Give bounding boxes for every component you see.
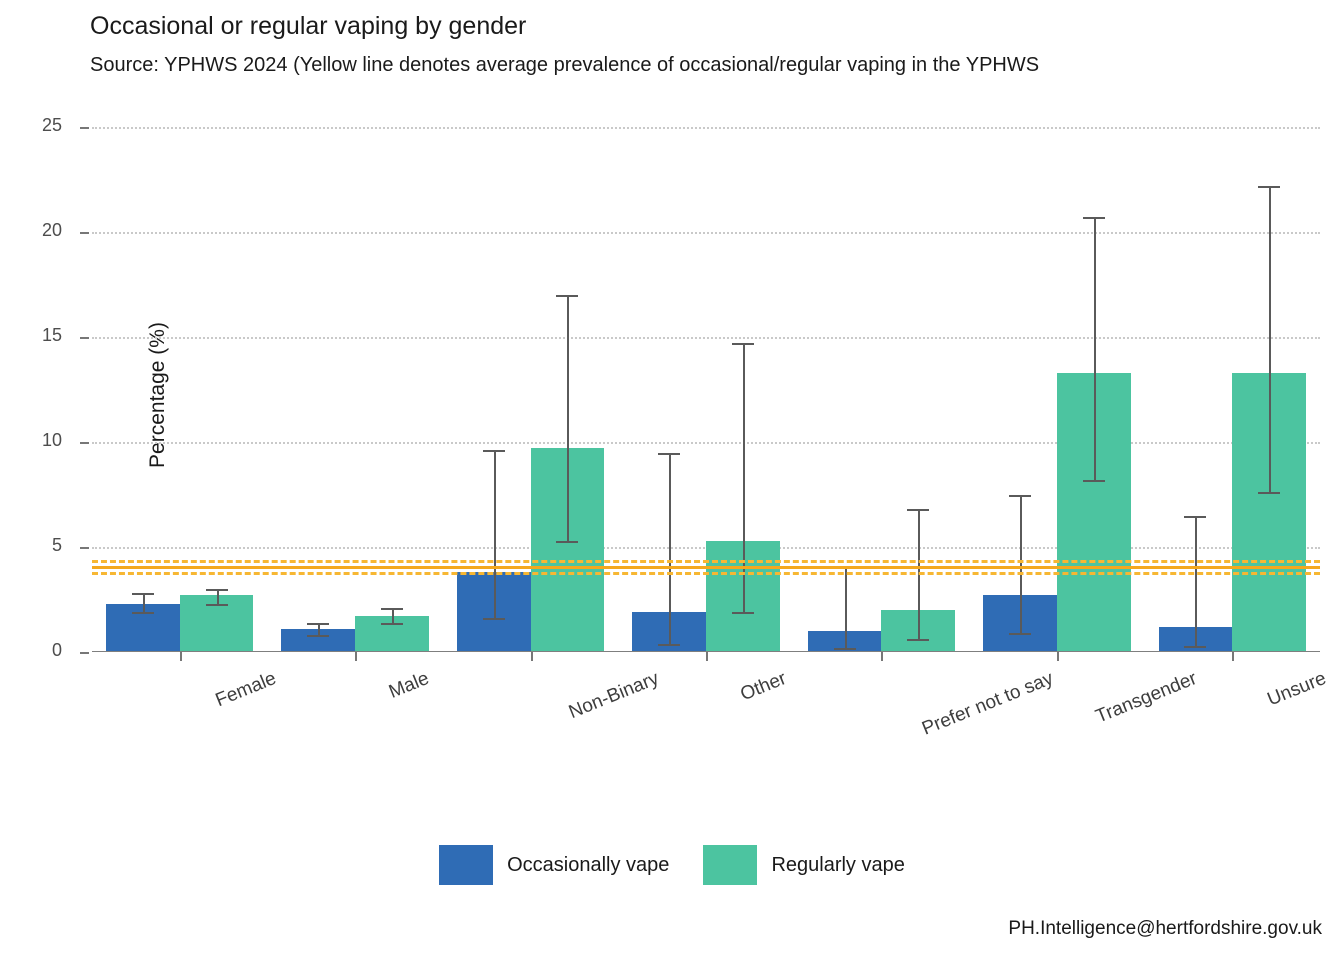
y-tick-mark [80,127,89,129]
error-bar-cap [732,612,754,614]
error-bar-cap [732,343,754,345]
y-tick-label: 20 [41,220,62,240]
error-bar-cap [658,644,680,646]
x-tick-label: Transgender [1092,668,1200,728]
error-bar-cap [1184,646,1206,648]
error-bar-cap [307,635,329,637]
error-bar [1094,217,1096,480]
error-bar-cap [483,450,505,452]
error-bar-cap [381,608,403,610]
x-tick-label: Unsure [1264,668,1330,711]
y-tick-mark [80,337,89,339]
error-bar [669,453,671,644]
error-bar-cap [556,541,578,543]
error-bar-cap [206,604,228,606]
y-tick-label: 15 [41,325,62,345]
legend-item-regularly-vape [703,845,904,885]
x-tick-label: Other [737,668,790,706]
error-bar [494,450,496,618]
error-bar-cap [907,639,929,641]
legend-swatch-regularly-vape [703,845,757,885]
y-tick-label: 5 [51,535,62,555]
error-bar [845,566,847,648]
x-tick-mark [180,652,182,661]
error-bar-cap [307,623,329,625]
x-tick-label: Female [212,668,279,712]
x-tick-label: Non-Binary [565,668,662,724]
error-bar [143,593,145,612]
y-tick-label: 10 [41,430,62,450]
y-tick-label: 25 [41,115,62,135]
y-tick-mark [80,232,89,234]
error-bar-cap [132,612,154,614]
chart-plot-area [41,115,1320,660]
error-bar-cap [1258,492,1280,494]
error-bar-cap [907,509,929,511]
error-bar-cap [1258,186,1280,188]
error-bar-cap [1083,480,1105,482]
x-tick-mark [706,652,708,661]
footer-contact-email: PH.Intelligence@hertfordshire.gov.uk [1008,918,1322,939]
y-tick-mark [80,547,89,549]
y-tick-label: 0 [51,640,62,660]
average-confidence-line [92,560,1320,563]
x-tick-mark [531,652,533,661]
x-tick-mark [881,652,883,661]
y-axis-label: Percentage (%) [146,322,169,468]
x-tick-mark [355,652,357,661]
error-bar [392,608,394,623]
y-tick-mark [80,652,89,654]
error-bar-cap [834,648,856,650]
error-bar-cap [1184,516,1206,518]
x-tick-mark [1232,652,1234,661]
error-bar [1195,516,1197,646]
x-axis-labels [92,652,1330,762]
error-bar [217,589,219,604]
error-bar-cap [1083,217,1105,219]
error-bar-cap [483,618,505,620]
chart-legend [0,845,1344,885]
x-tick-label: Male [386,668,433,703]
average-confidence-line [92,572,1320,575]
chart-subtitle: Source: YPHWS 2024 (Yellow line denotes average prevalence of occasional/regular vaping in the YPHWS [90,54,1040,76]
error-bar-cap [132,593,154,595]
error-bar [1020,495,1022,634]
x-tick-label: Prefer not to say [919,668,1057,740]
error-bar-cap [1009,633,1031,635]
error-bar [1269,186,1271,493]
legend-label-occasionally-vape: Occasionally vape [507,853,670,876]
legend-label-regularly-vape: Regularly vape [771,853,905,876]
legend-swatch-occasionally-vape [439,845,493,885]
legend-item-occasionally-vape [439,845,669,885]
error-bar-cap [381,623,403,625]
average-prevalence-line [92,566,1320,569]
error-bar-cap [1009,495,1031,497]
y-tick-mark [80,442,89,444]
error-bar-cap [658,453,680,455]
page-title: Occasional or regular vaping by gender [90,12,527,40]
error-bar [567,295,569,541]
error-bar-cap [556,295,578,297]
x-tick-mark [1057,652,1059,661]
error-bar-cap [206,589,228,591]
